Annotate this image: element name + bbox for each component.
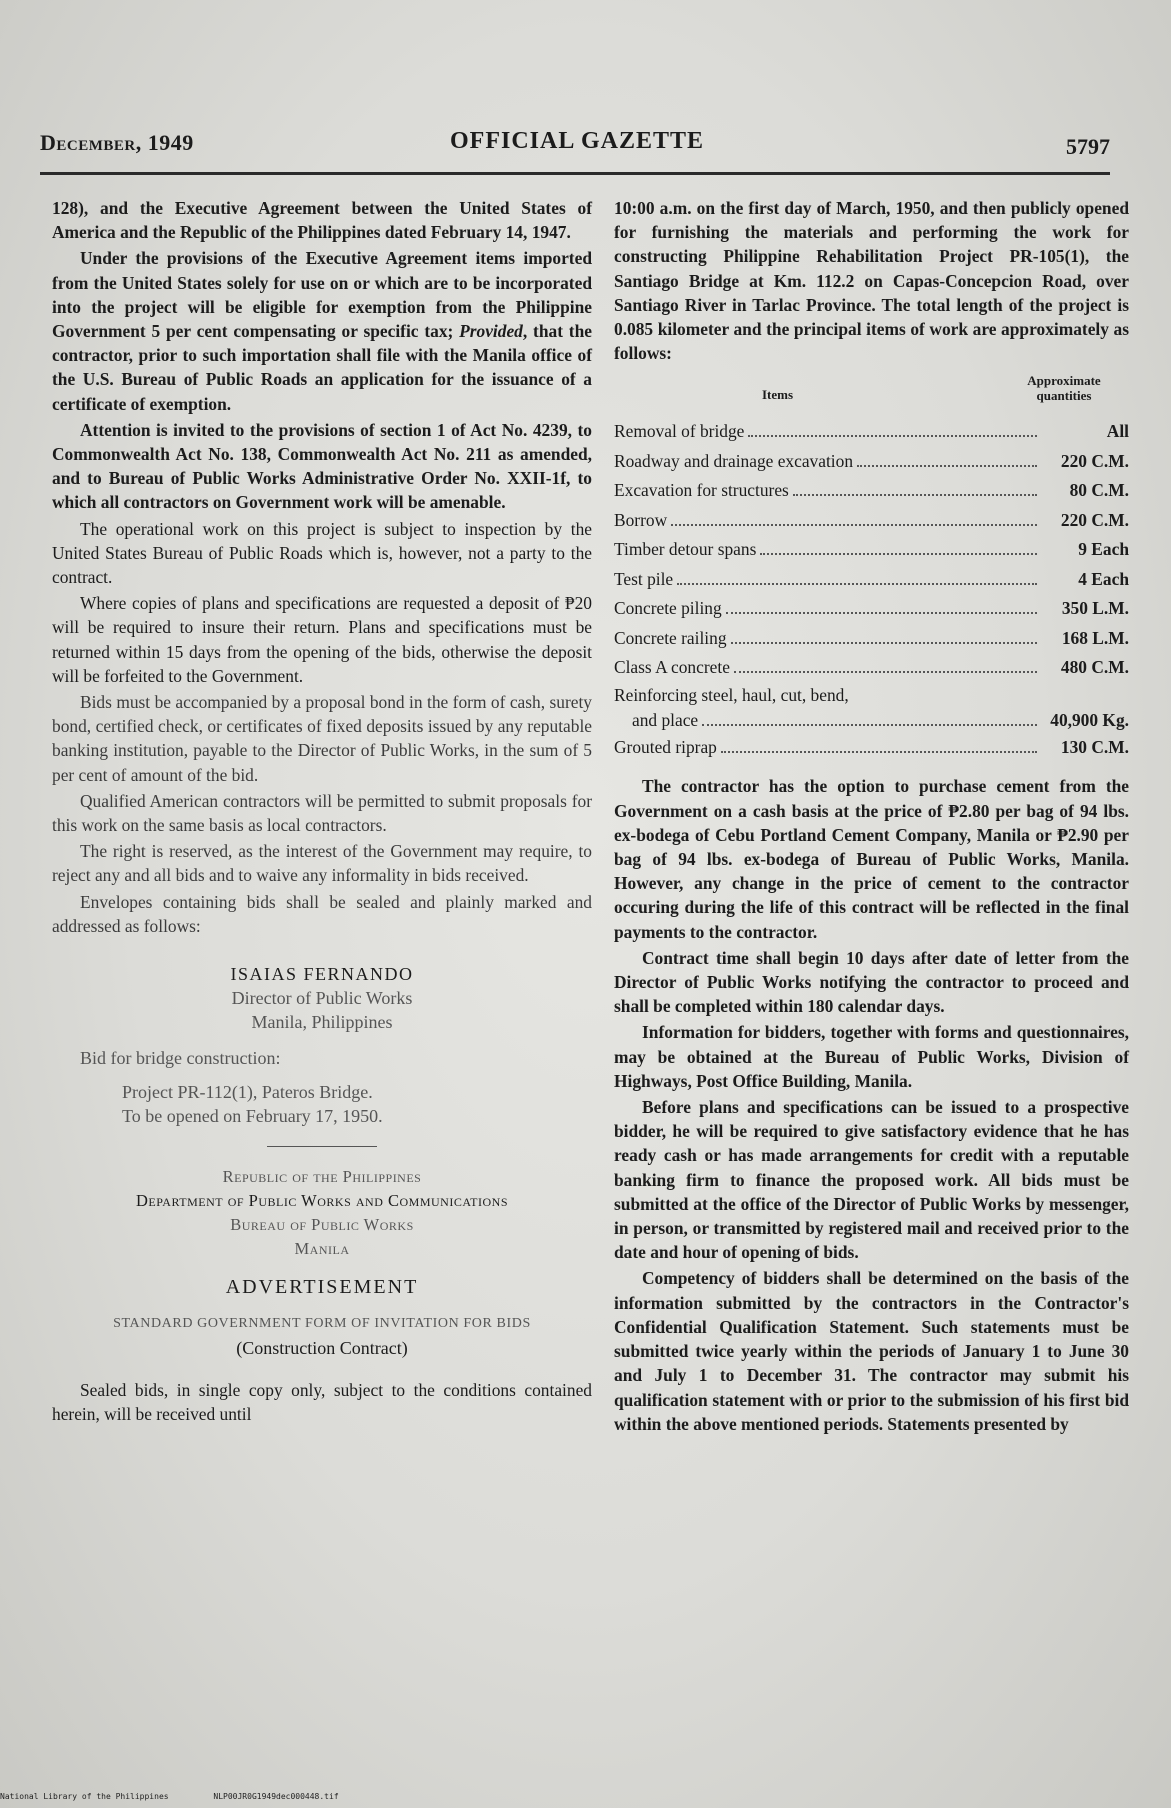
- right-paragraph-6: Competency of bidders shall be determined on the basis of the information submitted by the contractors in the Contractor's Confidential Qualification Statement. Such statements must be submitted twice yearly within the periods of January 1 to June 30 and July 1 to December 31. The contractor may submit his qualification statement with or prior to the submission of his first bid within the above mentioned periods. Statements presented by: [614, 1268, 1129, 1434]
- item-label: Excavation for structures: [614, 480, 789, 501]
- item-quantity: 9 Each: [1078, 539, 1129, 560]
- item-label: Roadway and drainage excavation: [614, 450, 854, 471]
- leader-dots: [748, 435, 1037, 437]
- item-label: Test pile: [614, 568, 674, 589]
- item-quantity: All: [1106, 421, 1129, 442]
- left-paragraph-2-b: , that the contractor, prior to such importation shall file with the Manila office of the U.S. Bureau of Public Roads an application for the issuance of a certificate of exemption.: [52, 321, 592, 414]
- item-quantity: 480 C.M.: [1060, 657, 1129, 678]
- item-label-continued-row: [614, 708, 1129, 733]
- left-paragraph-3: Attention is invited to the provisions of section 1 of Act No. 4239, to Commonwealth Act No. 138, Commonwealth Act No. 211 as amended, and to Bureau of Public Works Administrative Order No. XXII-1f, to which all contractors on Government work will be amenable.: [52, 419, 592, 513]
- left-paragraph-10: Sealed bids, in single copy only, subject to the conditions contained herein, will be received until: [52, 1379, 592, 1425]
- dept-line-4: Manila: [294, 1239, 350, 1259]
- left-paragraph-6: Bids must be accompanied by a proposal bond in the form of cash, surety bond, certified check, or certificates of fixed deposits issued by any reputable banking institution, payable to the Director of Public Works, in the sum of 5 per cent of amount of the bid.: [52, 692, 592, 785]
- right-paragraph-3: Contract time shall begin 10 days after date of letter from the Director of Public Works notifying the contractor to proceed and shall be completed within 180 calendar days.: [614, 947, 1129, 1017]
- construction-contract-line: (Construction Contract): [236, 1337, 408, 1358]
- right-paragraph-5: Before plans and specifications can be issued to a prospective bidder, he will be required to give satisfactory evidence that he has ready cash or has made arrangements for credit with a reputable banking firm to finance the proposed work. All bids must be submitted at the office of the Director of Public Works by messenger, in person, or transmitted by registered mail and received prior to the date and hour of opening of bids.: [614, 1097, 1129, 1263]
- item-quantity: 4 Each: [1078, 568, 1129, 589]
- right-paragraph-1: 10:00 a.m. on the first day of March, 1950, and then publicly opened for furnishing the materials and performing the work for constructing Philippine Rehabilitation Project PR-105(1), the Santiago Bridge at Km. 112.2 on Capas-Concepcion Road, over Santiago River in Tarlac Province. The total length of the project is 0.085 kilometer and the principal items of work are approximately as follows:: [614, 198, 1129, 364]
- item-label: Concrete piling: [614, 598, 722, 619]
- leader-dots: [726, 612, 1037, 614]
- item-quantity: 350 L.M.: [1061, 598, 1129, 619]
- item-label: Borrow: [614, 509, 668, 530]
- footer-file: NLP00JR0G1949dec000448.tif: [213, 1792, 339, 1801]
- opened-line: To be opened on February 17, 1950.: [122, 1106, 383, 1127]
- item-row: [614, 733, 1129, 763]
- item-quantity: 130 C.M.: [1060, 736, 1129, 757]
- item-row: [614, 594, 1129, 624]
- right-paragraph-2: The contractor has the option to purchase cement from the Government on a cash basis at the price of ₱2.80 per bag of 94 lbs. ex-bodega of Cebu Portland Cement Company, Manila or ₱2.90 per bag of 94 lbs. ex-bodega of Bureau of Public Works, Manila. However, any change in the price of cement to the contractor occuring during the life of this contract will be reflected in the final payments to the contractor.: [614, 776, 1129, 942]
- provided-italic: Provided: [459, 321, 523, 342]
- leader-dots: [734, 671, 1037, 673]
- project-block: [122, 1080, 592, 1128]
- dept-line-1: Republic of the Philippines: [222, 1167, 422, 1187]
- leader-dots: [857, 465, 1037, 467]
- quantities-header-line-1: Approximate: [1027, 373, 1101, 389]
- item-row: [614, 683, 1129, 733]
- section-divider: [267, 1146, 377, 1147]
- quantities-header-line-2: quantities: [1036, 388, 1092, 404]
- leader-dots: [671, 524, 1037, 526]
- left-paragraph-4: The operational work on this project is subject to inspection by the United States Bureau of Public Roads which is, however, not a party to the contract.: [52, 518, 592, 588]
- leader-dots: [793, 494, 1037, 496]
- items-header: Items: [762, 387, 794, 403]
- header-date: December, 1949: [40, 130, 194, 155]
- left-paragraph-5: Where copies of plans and specifications are requested a deposit of ₱20 will be required to insure their return. Plans and specifications must be returned within 15 days from the opening of the bids, otherwise the deposit will be forfeited to the Government.: [52, 593, 592, 686]
- left-paragraph-1: 128), and the Executive Agreement between the United States of America and the Republic of the Philippines dated February 14, 1947.: [52, 198, 592, 243]
- item-row: [614, 447, 1129, 477]
- signatory-place: Manila, Philippines: [251, 1012, 393, 1033]
- leader-dots: [677, 583, 1037, 585]
- header-page-number: 5797: [1066, 134, 1110, 159]
- left-paragraph-8: The right is reserved, as the interest of the Government may require, to reject any and all bids and to waive any informality in bids received.: [52, 841, 592, 886]
- right-column: [614, 196, 1129, 1438]
- item-label: Reinforcing steel, haul, cut, bend,: [614, 684, 849, 705]
- left-paragraph-9: Envelopes containing bids shall be sealed and plainly marked and addressed as follows:: [52, 891, 592, 936]
- item-row: [614, 624, 1129, 654]
- item-quantity: 220 C.M.: [1060, 450, 1129, 471]
- dept-line-2: Department of Public Works and Communications: [135, 1191, 509, 1211]
- advertisement-heading: ADVERTISEMENT: [225, 1276, 419, 1299]
- item-label: Class A concrete: [614, 657, 730, 678]
- project-line: Project PR-112(1), Pateros Bridge.: [122, 1082, 373, 1103]
- left-paragraph-2: [52, 246, 592, 415]
- leader-dots: [702, 724, 1037, 726]
- left-paragraph-2-a: Under the provisions of the Executive Agreement items imported from the United States solely for use on or which are to be incorporated into the project will be eligible for exemption from the Philippine Government 5 per cent compensating or specific tax;: [52, 248, 592, 342]
- item-quantity: 220 C.M.: [1060, 509, 1129, 530]
- signature-block: [52, 962, 592, 1034]
- page-header: [40, 126, 1110, 170]
- right-paragraph-4: Information for bidders, together with forms and questionnaires, may be obtained at the Bureau of Public Works, Division of Highways, Post Office Building, Manila.: [614, 1022, 1129, 1091]
- left-column: [52, 196, 592, 1428]
- item-label: Grouted riprap: [614, 736, 717, 757]
- item-row: [614, 535, 1129, 565]
- quantities-header: [1009, 373, 1119, 403]
- item-quantity: 168 L.M.: [1061, 627, 1129, 648]
- item-quantity: 80 C.M.: [1069, 480, 1129, 501]
- items-table-header: [614, 373, 1129, 417]
- item-label: Removal of bridge: [614, 421, 745, 442]
- items-spacer: [614, 762, 1129, 774]
- item-row: [614, 417, 1129, 447]
- header-title: OFFICIAL GAZETTE: [450, 128, 705, 154]
- signatory-title: Director of Public Works: [231, 988, 413, 1009]
- bid-for-line: Bid for bridge construction:: [80, 1048, 281, 1069]
- items-table: [614, 417, 1129, 762]
- scan-footer: [0, 1792, 1171, 1801]
- footer-source: National Library of the Philippines: [0, 1792, 169, 1801]
- item-quantity: 40,900 Kg.: [1050, 709, 1129, 730]
- item-row: [614, 653, 1129, 683]
- header-rule: [40, 172, 1110, 175]
- leader-dots: [731, 642, 1037, 644]
- item-row: [614, 506, 1129, 536]
- signatory-name: ISAIAS FERNANDO: [230, 964, 414, 985]
- leader-dots: [721, 751, 1037, 753]
- item-label: Timber detour spans: [614, 539, 757, 560]
- item-label: Concrete railing: [614, 627, 727, 648]
- left-paragraph-7: Qualified American contractors will be permitted to submit proposals for this work on the same basis as local contractors.: [52, 790, 592, 836]
- standard-form-line: STANDARD GOVERNMENT FORM OF INVITATION FOR BIDS: [113, 1315, 531, 1331]
- leader-dots: [760, 553, 1037, 555]
- item-row: [614, 476, 1129, 506]
- item-row: [614, 565, 1129, 595]
- dept-line-3: Bureau of Public Works: [230, 1215, 414, 1235]
- item-label-continued: and place: [632, 709, 699, 730]
